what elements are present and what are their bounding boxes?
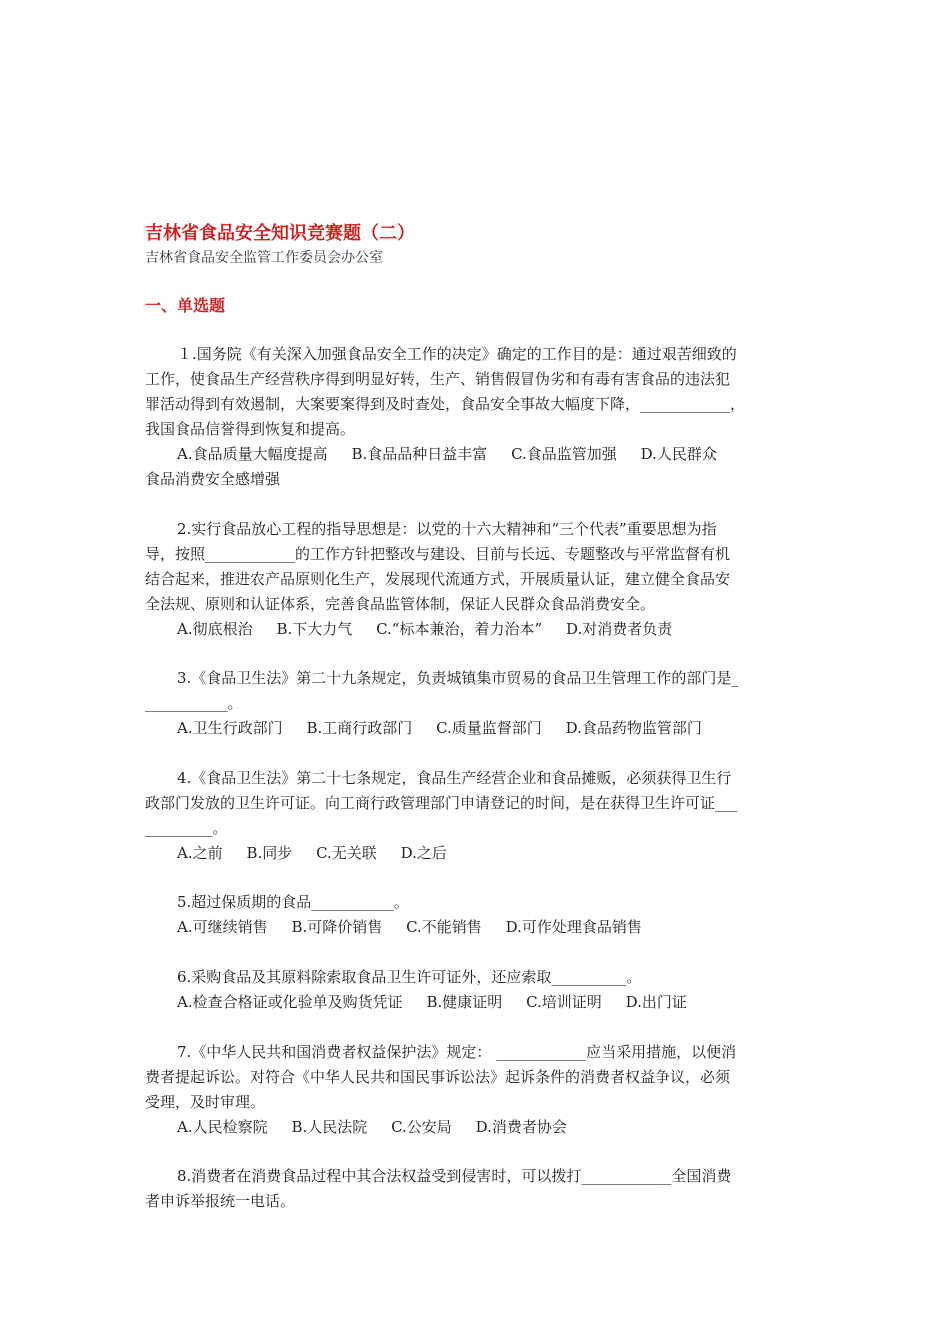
question-1-line-1: １.国务院《有关深入加强食品安全工作的决定》确定的工作目的是：通过艰苦细致的: [177, 345, 737, 363]
question-7-line-2: 费者提起诉讼。对符合《中华人民共和国民事诉讼法》起诉条件的消费者权益争议，必须: [145, 1068, 731, 1086]
question-7-line-1: 7.《中华人民共和国消费者权益保护法》规定： ____________应当采用措施，以便消: [177, 1043, 737, 1061]
question-2-options: A.彻底根治 B.下大力气 C.“标本兼治，着力治本” D.对消费者负责: [177, 620, 673, 638]
document-subtitle: 吉林省食品安全监管工作委员会办公室: [145, 250, 383, 266]
question-8-line-1: 8.消费者在消费食品过程中其合法权益受到侵害时，可以拨打____________全国消费: [177, 1167, 732, 1185]
document-title: 吉林省食品安全知识竞赛题（二）: [145, 223, 415, 244]
question-6-line-1: 6.采购食品及其原料除索取食品卫生许可证外，还应索取__________。: [177, 968, 642, 986]
question-3-options: A.卫生行政部门 B.工商行政部门 C.质量监督部门 D.食品药物监管部门: [177, 719, 702, 737]
question-4-line-3: _________。: [145, 819, 228, 837]
question-8-line-2: 者申诉举报统一电话。: [145, 1192, 296, 1210]
question-4-line-2: 政部门发放的卫生许可证。向工商行政管理部门申请登记的时间，是在获得卫生许可证___: [145, 794, 738, 812]
question-5-line-1: 5.超过保质期的食品___________。: [177, 893, 409, 911]
question-7-line-3: 受理，及时审理。: [145, 1093, 266, 1111]
question-2-line-2: 导，按照____________的工作方针把整改与建设、目前与长远、专题整改与平常监督有机: [145, 545, 731, 563]
question-2-line-3: 结合起来，推进农产品原则化生产，发展现代流通方式，开展质量认证，建立健全食品安: [145, 570, 731, 588]
question-4-options: A.之前 B.同步 C.无关联 D.之后: [177, 844, 447, 862]
question-2-line-1: 2.实行食品放心工程的指导思想是：以党的十六大精神和“三个代表”重要思想为指: [177, 520, 717, 538]
question-1-options: A.食品质量大幅度提高 B.食品品种日益丰富 C.食品监管加强 D.人民群众: [177, 445, 717, 463]
question-2-line-4: 全法规、原则和认证体系，完善食品监管体制，保证人民群众食品消费安全。: [145, 595, 656, 613]
question-1-options-cont: 食品消费安全感增强: [145, 470, 281, 488]
question-6-options: A.检查合格证或化验单及购货凭证 B.健康证明 C.培训证明 D.出门证: [177, 993, 687, 1011]
question-7-options: A.人民检察院 B.人民法院 C.公安局 D.消费者协会: [177, 1118, 567, 1136]
section-title: 一、单选题: [145, 296, 226, 315]
question-4-line-1: 4.《食品卫生法》第二十七条规定，食品生产经营企业和食品摊贩，必须获得卫生行: [177, 769, 732, 787]
question-1-line-3: 罪活动得到有效遏制，大案要案得到及时查处，食品安全事故大幅度下降，____________，: [145, 395, 746, 413]
question-1-line-2: 工作，使食品生产经营秩序得到明显好转，生产、销售假冒伪劣和有毒有害食品的违法犯: [145, 370, 731, 388]
question-1-line-4: 我国食品信誉得到恢复和提高。: [145, 420, 356, 438]
question-3-line-1: 3.《食品卫生法》第二十九条规定，负责城镇集市贸易的食品卫生管理工作的部门是_: [177, 669, 739, 687]
question-3-line-2: ___________。: [145, 694, 243, 712]
question-5-options: A.可继续销售 B.可降价销售 C.不能销售 D.可作处理食品销售: [177, 918, 642, 936]
